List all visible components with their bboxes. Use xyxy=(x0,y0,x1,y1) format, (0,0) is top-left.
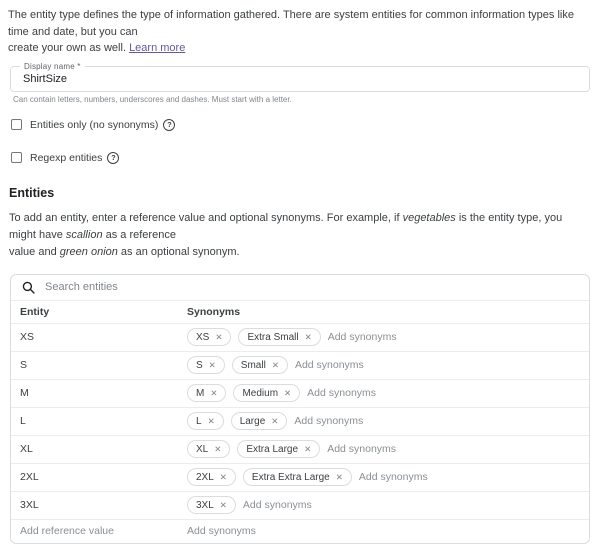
search-icon xyxy=(22,281,35,294)
remove-synonym-icon[interactable]: ✕ xyxy=(271,359,279,370)
desc-italic-term: green onion xyxy=(59,245,118,258)
synonym-chips xyxy=(187,468,352,486)
remove-synonym-icon[interactable]: ✕ xyxy=(219,499,227,510)
intro-line1: The entity type defines the type of information gathered. There are system entities for common information types like time and date, but you can xyxy=(8,9,574,38)
remove-synonym-icon[interactable]: ✕ xyxy=(207,415,215,426)
help-icon[interactable]: ? xyxy=(107,152,119,164)
help-icon[interactable]: ? xyxy=(163,119,175,131)
synonyms-cell[interactable] xyxy=(187,412,589,430)
remove-synonym-icon[interactable]: ✕ xyxy=(214,443,222,454)
synonyms-cell[interactable] xyxy=(187,440,589,458)
synonym-chip-label: 3XL xyxy=(196,499,214,511)
display-name-field[interactable] xyxy=(10,61,590,92)
intro-text xyxy=(8,7,590,57)
learn-more-link[interactable]: Learn more xyxy=(129,42,186,54)
synonym-chip-label: XS xyxy=(196,331,210,343)
synonym-chip-label: S xyxy=(196,359,203,371)
synonym-chip xyxy=(187,468,236,486)
synonym-chips xyxy=(187,328,321,346)
synonym-chip xyxy=(187,412,224,430)
synonym-chip-label: 2XL xyxy=(196,471,214,483)
entity-row xyxy=(11,380,589,408)
synonym-chip xyxy=(187,440,230,458)
table-header xyxy=(11,301,589,324)
entity-row xyxy=(11,492,589,520)
entity-value[interactable]: XL xyxy=(20,443,33,455)
remove-synonym-icon[interactable]: ✕ xyxy=(219,471,227,482)
display-name-helper-text: Can contain letters, numbers, underscores and dashes. Must start with a letter. xyxy=(13,94,292,104)
search-row[interactable] xyxy=(11,275,589,301)
synonym-chip-label: L xyxy=(196,415,202,427)
synonym-chip xyxy=(238,328,320,346)
synonym-chips xyxy=(187,356,288,374)
entity-value[interactable]: L xyxy=(20,415,26,427)
entity-value[interactable]: 3XL xyxy=(20,499,39,511)
synonym-chip-label: XL xyxy=(196,443,209,455)
remove-synonym-icon[interactable]: ✕ xyxy=(208,359,216,370)
synonym-chip xyxy=(233,384,300,402)
add-synonyms-input[interactable]: Add synonyms xyxy=(294,415,364,427)
synonym-chip xyxy=(232,356,288,374)
synonym-chip-label: Extra Extra Large xyxy=(251,471,330,483)
entities-only-label: Entities only (no synonyms) xyxy=(30,118,159,131)
column-header-synonyms: Synonyms xyxy=(187,305,241,318)
add-entity-row xyxy=(11,520,589,543)
desc-segment: as an optional synonym. xyxy=(117,245,240,258)
entities-heading: Entities xyxy=(9,185,55,200)
desc-italic-term: vegetables xyxy=(402,211,456,224)
remove-synonym-icon[interactable]: ✕ xyxy=(304,443,312,454)
synonyms-cell[interactable] xyxy=(187,468,589,486)
synonym-chip xyxy=(243,468,352,486)
entity-value[interactable]: M xyxy=(20,387,29,399)
desc-segment: To add an entity, enter a reference value and optional synonyms. For example, if xyxy=(9,211,403,224)
synonym-chip xyxy=(237,440,320,458)
search-input[interactable] xyxy=(45,281,578,293)
entity-value[interactable]: 2XL xyxy=(20,471,39,483)
remove-synonym-icon[interactable]: ✕ xyxy=(304,331,312,342)
add-row-synonyms-input[interactable]: Add synonyms xyxy=(187,525,256,537)
synonyms-cell[interactable] xyxy=(187,328,589,346)
remove-synonym-icon[interactable]: ✕ xyxy=(215,331,223,342)
add-reference-value-input[interactable]: Add reference value xyxy=(20,525,114,537)
synonym-chips xyxy=(187,384,300,402)
entity-value[interactable]: S xyxy=(20,359,28,371)
entity-row xyxy=(11,436,589,464)
desc-segment: as a reference xyxy=(102,228,176,241)
entity-table-body xyxy=(11,324,589,520)
add-synonyms-input[interactable]: Add synonyms xyxy=(307,387,377,399)
synonym-chip xyxy=(187,496,236,514)
entity-row xyxy=(11,408,589,436)
display-name-label: Display name * xyxy=(20,62,85,71)
entity-row xyxy=(11,324,589,352)
synonyms-cell[interactable] xyxy=(187,496,589,514)
remove-synonym-icon[interactable]: ✕ xyxy=(335,471,343,482)
desc-segment: is the entity type, you might have xyxy=(9,211,563,241)
synonym-chip-label: Medium xyxy=(242,387,279,399)
entities-description xyxy=(9,210,590,261)
entity-row xyxy=(11,464,589,492)
synonyms-cell[interactable] xyxy=(187,384,589,402)
add-synonyms-input[interactable]: Add synonyms xyxy=(327,331,397,343)
add-synonyms-input[interactable]: Add synonyms xyxy=(294,359,364,371)
add-synonyms-input[interactable]: Add synonyms xyxy=(327,443,397,455)
regexp-entities-option[interactable] xyxy=(11,152,590,164)
synonym-chip xyxy=(187,356,225,374)
add-synonyms-input[interactable]: Add synonyms xyxy=(358,471,428,483)
entity-row xyxy=(11,352,589,380)
synonym-chip-label: Extra Large xyxy=(246,443,299,455)
synonym-chip-label: Small xyxy=(240,359,266,371)
desc-segment: value and xyxy=(9,245,60,258)
synonym-chip-label: M xyxy=(196,387,205,399)
synonym-chip xyxy=(231,412,288,430)
remove-synonym-icon[interactable]: ✕ xyxy=(271,415,279,426)
synonym-chip xyxy=(187,328,231,346)
synonym-chips xyxy=(187,412,287,430)
entities-table xyxy=(10,274,590,544)
display-name-input[interactable] xyxy=(11,68,589,90)
add-synonyms-input[interactable]: Add synonyms xyxy=(242,499,312,511)
synonyms-cell[interactable] xyxy=(187,356,589,374)
column-header-entity: Entity xyxy=(20,305,50,318)
synonym-chip-label: Extra Small xyxy=(247,331,299,343)
synonym-chips xyxy=(187,496,236,514)
synonym-chip xyxy=(187,384,226,402)
synonym-chips xyxy=(187,440,320,458)
intro-line2: create your own as well. xyxy=(8,42,126,54)
entities-only-checkbox[interactable] xyxy=(11,119,22,130)
desc-italic-term: scallion xyxy=(65,228,103,241)
regexp-entities-label: Regexp entities xyxy=(30,151,103,164)
entities-only-option[interactable] xyxy=(11,119,590,131)
regexp-entities-checkbox[interactable] xyxy=(11,152,22,163)
remove-synonym-icon[interactable]: ✕ xyxy=(284,387,292,398)
synonym-chip-label: Large xyxy=(239,415,266,427)
entity-value[interactable]: XS xyxy=(20,331,35,343)
remove-synonym-icon[interactable]: ✕ xyxy=(210,387,218,398)
